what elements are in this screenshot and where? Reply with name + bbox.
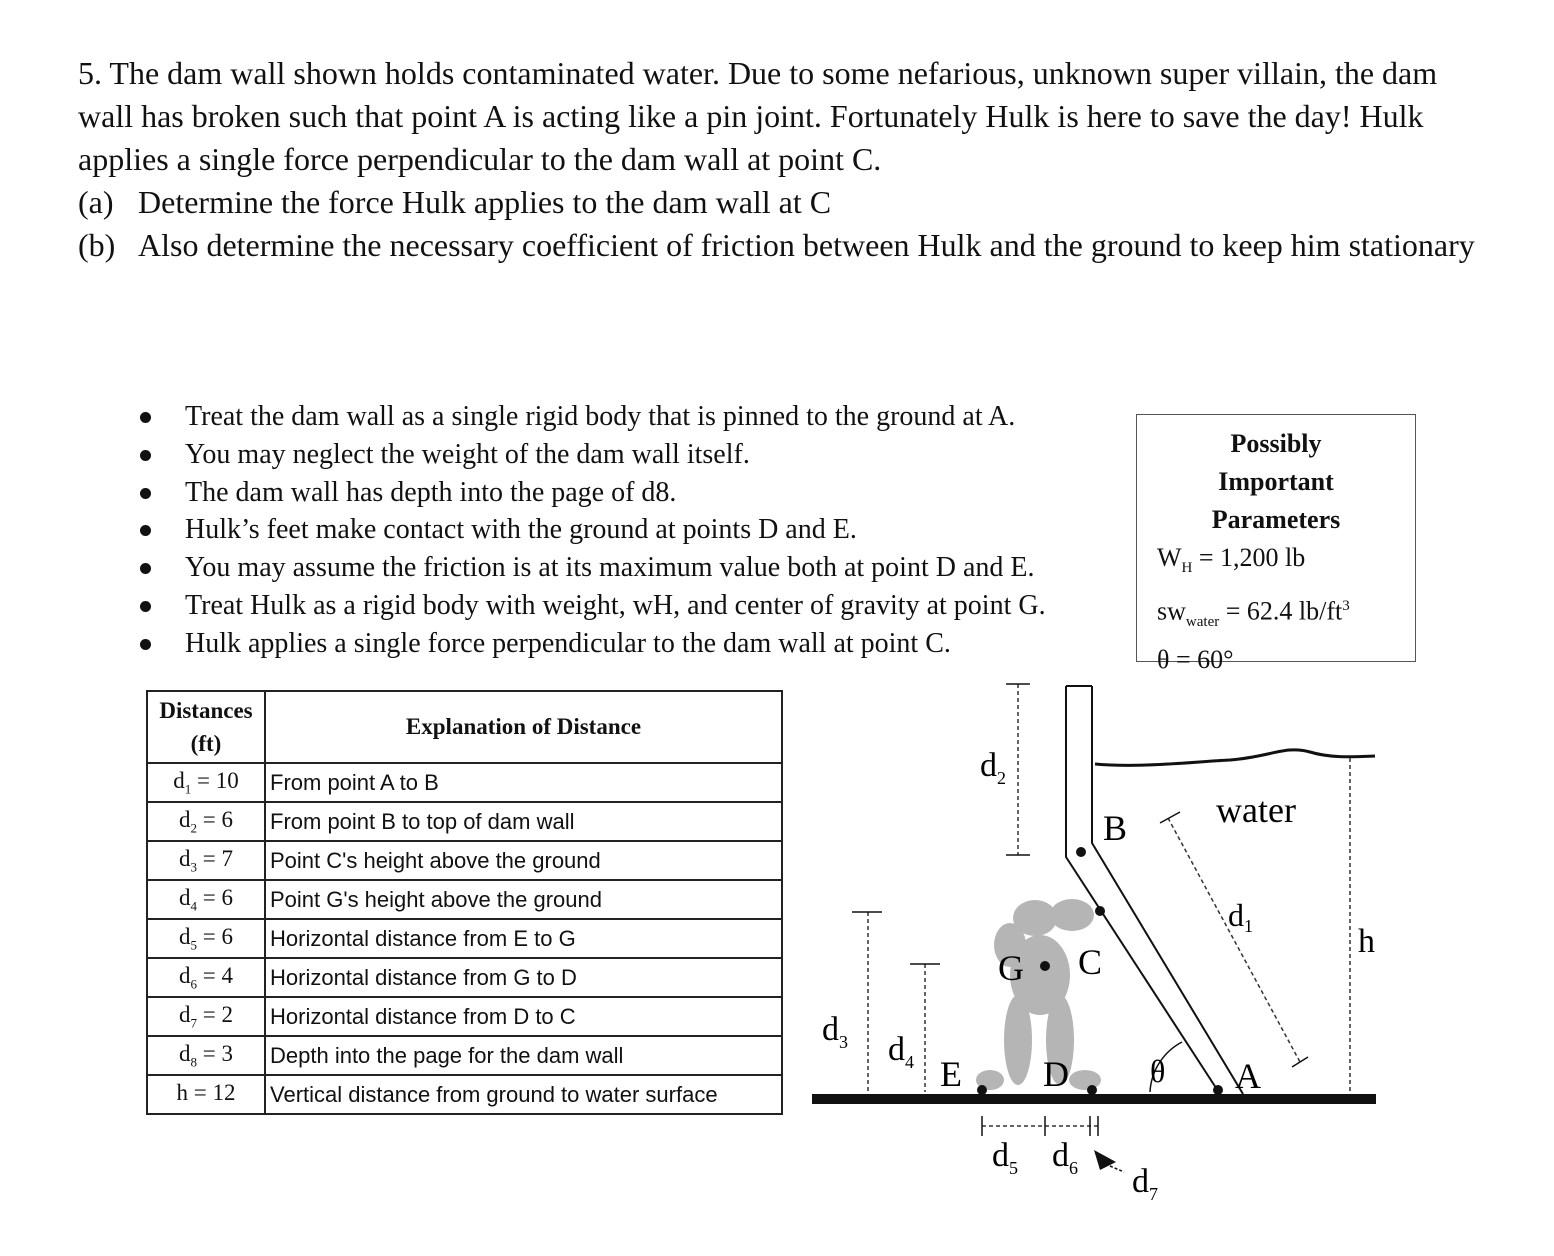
d1-label: d1 <box>1228 897 1253 936</box>
table-row: $d_7 = 2$ Horizontal distance from D to C <box>147 997 782 1036</box>
d6-label: $d_6$ <box>1052 1137 1078 1178</box>
assumption-item: Hulk’s feet make contact with the ground at points D and E. <box>140 511 1140 549</box>
d5-label: $d_5$ <box>992 1137 1018 1178</box>
point-d-label: D <box>1043 1054 1069 1094</box>
water-surface <box>1095 750 1375 766</box>
point-a-label: A <box>1235 1056 1261 1096</box>
table-row: h = 12 Vertical distance from ground to water surface <box>147 1075 782 1114</box>
table-row: $d_3 = 7$ Point C's height above the ground <box>147 841 782 880</box>
d4-label: $d_4$ <box>888 1031 914 1072</box>
ground-line <box>812 1094 1376 1104</box>
d1-tick-bottom <box>1292 1057 1308 1067</box>
assumption-item: Hulk applies a single force perpendicular to the dam wall at point C. <box>140 625 1140 663</box>
point-d-marker <box>1087 1085 1097 1095</box>
parameters-title: Possibly Important Parameters <box>1211 429 1341 534</box>
point-c-label: C <box>1078 942 1103 982</box>
hulk-figure <box>976 899 1101 1090</box>
table-row: $d_1 = 10$ From point A to B <box>147 763 782 802</box>
header-distances: Distances (ft) <box>147 691 265 763</box>
table-row: $d_2 = 6$ From point B to top of dam wall <box>147 802 782 841</box>
part-a-text: Determine the force Hulk applies to the dam wall at C <box>138 184 832 220</box>
water-label: water <box>1216 790 1296 830</box>
param-angle: θ = 60° <box>1157 645 1234 675</box>
d7-label: $d_7$ <box>1132 1163 1158 1204</box>
d7-leader <box>1110 1166 1124 1172</box>
point-e-marker <box>977 1085 987 1095</box>
part-b-text: Also determine the necessary coefficient of friction between Hulk and the ground to keep him stationary <box>138 227 1475 263</box>
part-a-tag: (a) <box>78 184 114 220</box>
assumption-item: Treat the dam wall as a single rigid body that is pinned to the ground at A. <box>140 398 1140 436</box>
table-row: $d_8 = 3$ Depth into the page for the dam wall <box>147 1036 782 1075</box>
table-row: $d_6 = 4$ Horizontal distance from G to D <box>147 958 782 997</box>
dam-wall-edge-left <box>1066 686 1220 1094</box>
assumption-item: The dam wall has depth into the page of d8. <box>140 474 1140 512</box>
problem-intro: 5. The dam wall shown holds contaminated water. Due to some nefarious, unknown super villain, the dam wall has broken such that point A is acting like a pin joint. Fortunately Hulk is here to save the day! Hulk applies a single force perpendicular to the dam wall at point C. <box>78 55 1438 177</box>
assumption-item: Treat Hulk as a rigid body with weight, wH, and center of gravity at point G. <box>140 587 1140 625</box>
theta-label: θ <box>1150 1053 1166 1089</box>
point-e-label: E <box>940 1054 962 1094</box>
h-label: h <box>1358 923 1375 960</box>
assumption-item: You may neglect the weight of the dam wall itself. <box>140 436 1140 474</box>
d1-dimension-line <box>1168 818 1300 1062</box>
assumption-item: You may assume the friction is at its maximum value both at point D and E. <box>140 549 1140 587</box>
part-b-tag: (b) <box>78 227 116 263</box>
header-explanation: Explanation of Distance <box>265 691 782 763</box>
param-specific-weight: $sw_{water} = 62.4$ $lb/ft^3$ <box>1157 596 1350 631</box>
point-c-marker <box>1095 906 1105 916</box>
point-g-marker <box>1040 961 1050 971</box>
param-weight: $W_H = 1,200$ lb <box>1157 543 1306 577</box>
point-g-label: G <box>998 948 1024 988</box>
dam-wall-edge-right <box>1092 686 1243 1094</box>
table-row: $d_5 = 6$ Horizontal distance from E to G <box>147 919 782 958</box>
point-b-label: B <box>1103 808 1128 848</box>
point-b-marker <box>1076 847 1086 857</box>
table-row: $d_4 = 6$ Point G's height above the ground <box>147 880 782 919</box>
d2-label: $d_2$ <box>980 747 1006 788</box>
d3-label: $d_3$ <box>822 1011 848 1052</box>
point-a-marker <box>1213 1085 1223 1095</box>
